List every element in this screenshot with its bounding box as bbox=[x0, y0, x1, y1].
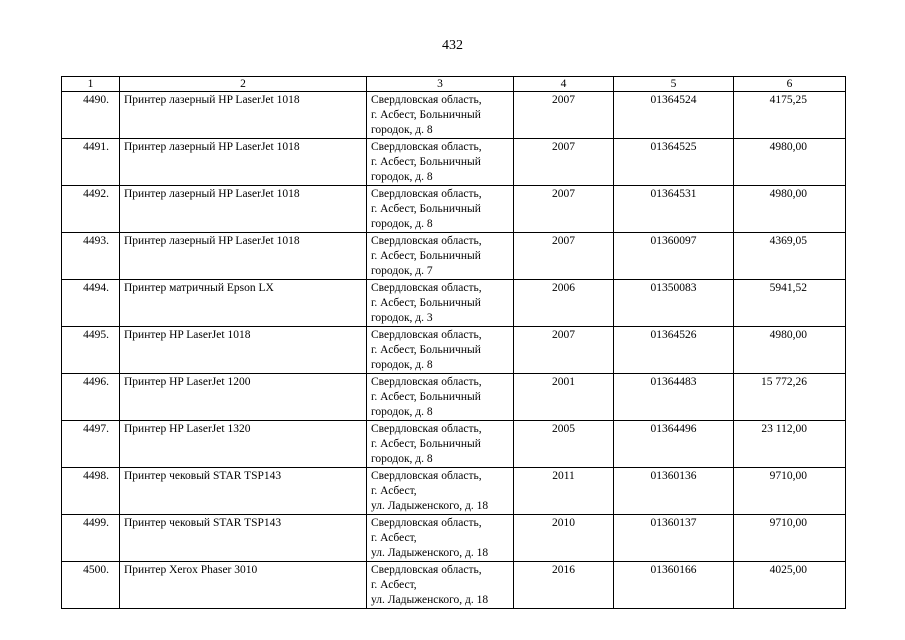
item-name-cell: Принтер лазерный HP LaserJet 1018 bbox=[120, 233, 367, 280]
item-name-cell: Принтер лазерный HP LaserJet 1018 bbox=[120, 186, 367, 233]
address-line: г. Асбест, Больничный bbox=[371, 250, 481, 262]
address-cell bbox=[367, 468, 514, 515]
address-line: г. Асбест, bbox=[371, 532, 417, 544]
inventory-number-cell: 01364525 bbox=[614, 139, 734, 186]
year-cell: 2016 bbox=[514, 562, 614, 609]
year-cell: 2007 bbox=[514, 233, 614, 280]
address-cell bbox=[367, 186, 514, 233]
address-line: городок, д. 8 bbox=[371, 171, 433, 183]
address-line: г. Асбест, Больничный bbox=[371, 297, 481, 309]
item-name-cell: Принтер HP LaserJet 1200 bbox=[120, 374, 367, 421]
property-table bbox=[61, 76, 846, 609]
address-cell bbox=[367, 92, 514, 139]
table-row bbox=[62, 562, 846, 609]
row-number-cell: 4492. bbox=[62, 186, 120, 233]
address-line: Свердловская область, bbox=[371, 282, 482, 294]
address-line: городок, д. 8 bbox=[371, 359, 433, 371]
address-line: г. Асбест, Больничный bbox=[371, 391, 481, 403]
cost-cell: 4980,00 bbox=[734, 327, 846, 374]
address-cell bbox=[367, 562, 514, 609]
column-header-3: 3 bbox=[367, 77, 514, 92]
address-line: Свердловская область, bbox=[371, 376, 482, 388]
cost-cell: 4980,00 bbox=[734, 139, 846, 186]
year-cell: 2005 bbox=[514, 421, 614, 468]
item-name-cell: Принтер HP LaserJet 1320 bbox=[120, 421, 367, 468]
inventory-number-cell: 01364526 bbox=[614, 327, 734, 374]
year-cell: 2007 bbox=[514, 327, 614, 374]
year-cell: 2007 bbox=[514, 186, 614, 233]
table-row bbox=[62, 374, 846, 421]
year-cell: 2007 bbox=[514, 139, 614, 186]
address-line: г. Асбест, Больничный bbox=[371, 109, 481, 121]
year-cell: 2010 bbox=[514, 515, 614, 562]
year-cell: 2006 bbox=[514, 280, 614, 327]
item-name-cell: Принтер лазерный HP LaserJet 1018 bbox=[120, 92, 367, 139]
address-line: г. Асбест, Больничный bbox=[371, 156, 481, 168]
address-line: г. Асбест, Больничный bbox=[371, 203, 481, 215]
table-row bbox=[62, 186, 846, 233]
table-row bbox=[62, 92, 846, 139]
inventory-number-cell: 01360137 bbox=[614, 515, 734, 562]
inventory-number-cell: 01360097 bbox=[614, 233, 734, 280]
table-row bbox=[62, 139, 846, 186]
table-row bbox=[62, 233, 846, 280]
row-number-cell: 4497. bbox=[62, 421, 120, 468]
address-cell bbox=[367, 280, 514, 327]
row-number-cell: 4498. bbox=[62, 468, 120, 515]
row-number-cell: 4495. bbox=[62, 327, 120, 374]
row-number-cell: 4499. bbox=[62, 515, 120, 562]
table-row bbox=[62, 515, 846, 562]
address-line: Свердловская область, bbox=[371, 188, 482, 200]
address-line: Свердловская область, bbox=[371, 141, 482, 153]
address-cell bbox=[367, 515, 514, 562]
year-cell: 2001 bbox=[514, 374, 614, 421]
inventory-number-cell: 01364524 bbox=[614, 92, 734, 139]
table-row bbox=[62, 280, 846, 327]
address-line: Свердловская область, bbox=[371, 564, 482, 576]
cost-cell: 4369,05 bbox=[734, 233, 846, 280]
row-number-cell: 4494. bbox=[62, 280, 120, 327]
address-line: городок, д. 8 bbox=[371, 406, 433, 418]
year-cell: 2011 bbox=[514, 468, 614, 515]
cost-cell: 15 772,26 bbox=[734, 374, 846, 421]
year-cell: 2007 bbox=[514, 92, 614, 139]
column-header-1: 1 bbox=[62, 77, 120, 92]
address-cell bbox=[367, 233, 514, 280]
cost-cell: 4175,25 bbox=[734, 92, 846, 139]
page-number: 432 bbox=[442, 38, 463, 53]
cost-cell: 4980,00 bbox=[734, 186, 846, 233]
table-header-row bbox=[62, 77, 846, 92]
address-line: г. Асбест, Больничный bbox=[371, 438, 481, 450]
address-line: ул. Ладыженского, д. 18 bbox=[371, 594, 489, 606]
cost-cell: 23 112,00 bbox=[734, 421, 846, 468]
address-line: городок, д. 8 bbox=[371, 124, 433, 136]
table-row bbox=[62, 327, 846, 374]
column-header-6: 6 bbox=[734, 77, 846, 92]
address-cell bbox=[367, 327, 514, 374]
cost-cell: 9710,00 bbox=[734, 468, 846, 515]
address-line: ул. Ладыженского, д. 18 bbox=[371, 500, 489, 512]
row-number-cell: 4500. bbox=[62, 562, 120, 609]
inventory-number-cell: 01350083 bbox=[614, 280, 734, 327]
row-number-cell: 4491. bbox=[62, 139, 120, 186]
address-line: городок, д. 7 bbox=[371, 265, 433, 277]
address-line: Свердловская область, bbox=[371, 235, 482, 247]
item-name-cell: Принтер чековый STAR TSP143 bbox=[120, 468, 367, 515]
table-row bbox=[62, 468, 846, 515]
item-name-cell: Принтер Xerox Phaser 3010 bbox=[120, 562, 367, 609]
inventory-number-cell: 01364483 bbox=[614, 374, 734, 421]
address-line: Свердловская область, bbox=[371, 470, 482, 482]
address-line: Свердловская область, bbox=[371, 423, 482, 435]
item-name-cell: Принтер матричный Epson LX bbox=[120, 280, 367, 327]
cost-cell: 4025,00 bbox=[734, 562, 846, 609]
address-line: ул. Ладыженского, д. 18 bbox=[371, 547, 489, 559]
inventory-number-cell: 01364496 bbox=[614, 421, 734, 468]
address-cell bbox=[367, 139, 514, 186]
column-header-4: 4 bbox=[514, 77, 614, 92]
address-cell bbox=[367, 374, 514, 421]
cost-cell: 9710,00 bbox=[734, 515, 846, 562]
item-name-cell: Принтер чековый STAR TSP143 bbox=[120, 515, 367, 562]
row-number-cell: 4490. bbox=[62, 92, 120, 139]
address-line: г. Асбест, bbox=[371, 485, 417, 497]
item-name-cell: Принтер HP LaserJet 1018 bbox=[120, 327, 367, 374]
inventory-number-cell: 01364531 bbox=[614, 186, 734, 233]
row-number-cell: 4496. bbox=[62, 374, 120, 421]
address-line: городок, д. 8 bbox=[371, 453, 433, 465]
inventory-number-cell: 01360136 bbox=[614, 468, 734, 515]
row-number-cell: 4493. bbox=[62, 233, 120, 280]
column-header-5: 5 bbox=[614, 77, 734, 92]
inventory-number-cell: 01360166 bbox=[614, 562, 734, 609]
cost-cell: 5941,52 bbox=[734, 280, 846, 327]
address-line: городок, д. 3 bbox=[371, 312, 433, 324]
address-cell bbox=[367, 421, 514, 468]
address-line: городок, д. 8 bbox=[371, 218, 433, 230]
item-name-cell: Принтер лазерный HP LaserJet 1018 bbox=[120, 139, 367, 186]
table-row bbox=[62, 421, 846, 468]
address-line: г. Асбест, bbox=[371, 579, 417, 591]
address-line: г. Асбест, Больничный bbox=[371, 344, 481, 356]
column-header-2: 2 bbox=[120, 77, 367, 92]
address-line: Свердловская область, bbox=[371, 329, 482, 341]
address-line: Свердловская область, bbox=[371, 517, 482, 529]
address-line: Свердловская область, bbox=[371, 94, 482, 106]
